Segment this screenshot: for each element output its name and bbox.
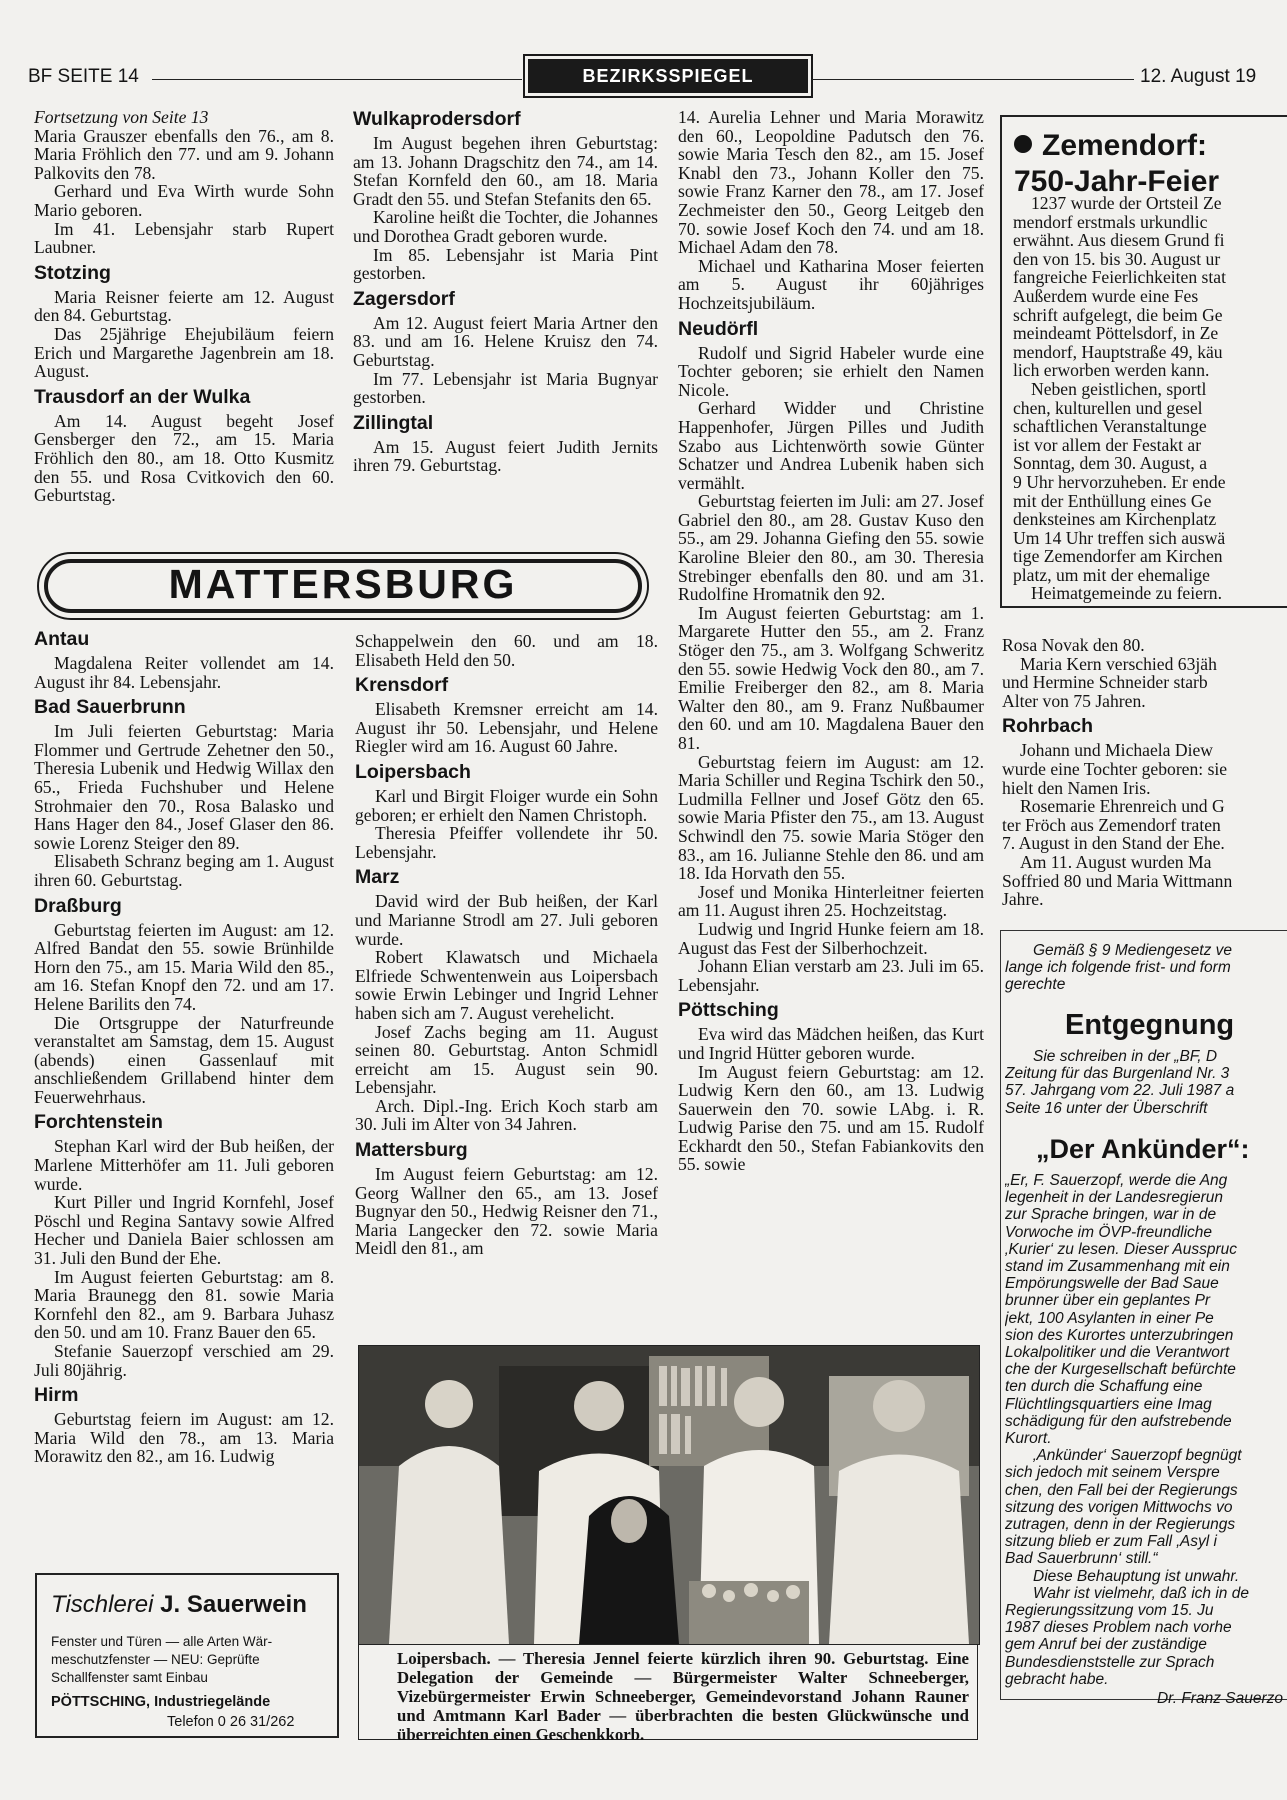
paragraph: Schappelwein den 60. und am 18. Elisabeth Held den 50. (355, 631, 658, 670)
text-line: ist vor allem der Festakt ar (1013, 434, 1202, 455)
paragraph: Josef und Monika Hinterleitner feierten am 11. August ihren 25. Hochzeitstag. (678, 881, 984, 921)
paragraph: Arch. Dipl.-Ing. Erich Koch starb am 30. Juli im Alter von 34 Jahren. (355, 1095, 658, 1135)
section-heading-krensdorf: Krensdorf (355, 674, 449, 697)
entgegnung-subtitle: Sie schreiben in der „BF, D Zeitung für das Burgenland Nr. 3 57. Jahrgang vom 22. Juli 1987 a Seite 16 unter der Überschrift (1005, 1048, 1235, 1117)
advertisement (35, 1573, 339, 1738)
entgegnung-title-2: „Der Ankünder“: (1036, 1134, 1250, 1164)
text-line: mendorf, Hauptstraße 49, käu (1013, 341, 1223, 362)
paragraph: Im 85. Lebensjahr ist Maria Pint gestorben. (353, 244, 658, 284)
column-1-top (34, 108, 334, 505)
paragraph: Im 77. Lebensjahr ist Maria Bugnyar gestorben. (353, 368, 658, 408)
paragraph: Rudolf und Sigrid Habeler wurde eine Tochter geboren; sie erhielt den Namen Nicole. (678, 342, 984, 400)
section-heading-poettsching: Pöttsching (678, 999, 779, 1022)
text-line: 7. August in den Stand der Ehe. (1002, 833, 1225, 854)
column-3 (678, 108, 984, 1174)
paragraph: Magdalena Reiter vollendet am 14. August ihr 84. Lebensjahr. (34, 653, 334, 692)
bullet-icon (1014, 135, 1032, 153)
text-line: Um 14 Uhr treffen sich auswä (1013, 527, 1226, 548)
section-heading-neudoerfl: Neudörfl (678, 317, 759, 340)
paragraph: Karoline heißt die Tochter, die Johannes und Dorothea Gradt geboren wurde. (353, 207, 658, 246)
section-heading-forchtenstein: Forchtenstein (34, 1111, 163, 1134)
text-line: schrift aufgelegt, die beim Ge (1013, 304, 1223, 325)
paragraph: Stephan Karl wird der Bub heißen, der Marlene Mitterhöfer am 11. Juli geboren wurde. (34, 1136, 334, 1194)
signature: Dr. Franz Sauerzo (1156, 1690, 1283, 1708)
text-line: Rosa Novak den 80. (1002, 636, 1145, 655)
paragraph: Im August feiern Geburtstag: am 12. Georg Wallner den 65., am 13. Josef Bugnyar den 50., Hedwig Reisner den 71., Maria Langecker den 72. sowie Maria Meidl den 81., am (355, 1164, 658, 1259)
text-line: Am 11. August wurden Ma (1020, 851, 1212, 872)
text-line: Sonntag, dem 30. August, a (1013, 453, 1208, 474)
text-line: Außerdem wurde eine Fes (1013, 285, 1199, 306)
paragraph: David wird der Bub heißen, der Karl und Marianne Strodl am 27. Juli geboren wurde. (355, 891, 658, 949)
text-line: 1237 wurde der Ortsteil Ze (1031, 194, 1222, 213)
zemendorf-title: Zemendorf: 750-Jahr-Feier (1014, 129, 1220, 198)
entgegnung-body: „Er, F. Sauerzopf, werde die Ang legenheit in der Landesregierun zur Sprache bringen, war in de Vorwoche im ÖVP-freundliche ‚Kurier‘ zu lesen. Dieser Ausspruc stand im Zusammenhang mit ein Empörungswelle der Bad Saue brunner über ein geplantes Pr jekt, 100 Asylanten in einer Pe sion des Kurortes unterzubringen Lokalpolitiker und die Verantwort che der Kurgesellschaft befürchte ten durch die Schaffung eine Flüchtlingsquartiers eine Imag schädigung für den aufstrebende Kurort. ‚Ankünder‘ Sauerzopf begnügt sich jedoch mit seinem Verspre chen, den Fall bei der Regierungs sitzung des vorigen Mittwochs vo zutragen, denn in der Regierungs sitzung blieb er zum Fall ‚Asyl i Bad Sauerbrunn‘ still.“ Diese Behauptung ist unwahr. Wahr ist vielmehr, daß ich in de Regierungssitzung vom 15. Ju 1987 dieses Problem nach vorhe gem Anruf bei der zuständige Bundesdienststelle zur Sprach gebracht habe. Dr. Franz Sauerzo (1005, 1172, 1283, 1708)
masthead: BEZIRKSSPIEGEL (528, 59, 808, 93)
paragraph: Im August feierten Geburtstag: am 1. Margarete Hutter den 55., am 2. Franz Stöger den 75., am 3. Wolfgang Schweritz den 55. sowie Hedwig Vock den 80., am 7. Emilie Freiberger den 82., am 8. Maria Walter den 80., am 9. Franz Nußbaumer den 60. und am 10. Magdalena Bauer den 81. (678, 602, 984, 753)
paragraph: Im August feierten Geburtstag: am 8. Maria Braunegg den 81. sowie Maria Kornfehl den 82., am 9. Barbara Juhasz den 50. und am 10. Franz Bauer den 65. (34, 1266, 334, 1343)
paragraph: Im August feiern Geburtstag: am 12. Ludwig Kern den 60., am 13. Ludwig Sauerwein den 70. sowie LAbg. i. R. Ludwig Parise den 75. und am 15. Rudolf Eckhardt den 50., Stefan Fabiankovits den 55. sowie (678, 1061, 984, 1175)
text-line: wurde eine Tochter geboren: sie (1002, 758, 1228, 779)
paragraph: Josef Zachs beging am 11. August seinen 80. Geburtstag. Anton Schmidl erreicht am 15. August sein 90. Lebensjahr. (355, 1021, 658, 1098)
paragraph: Gerhard Widder und Christine Happenhofer, Jürgen Pilles und Judith Szabo aus Lichtenwörth sowie Günter Schatzer und Andrea Lubenik haben sich vermählt. (678, 398, 984, 493)
paragraph: Johann Elian verstarb am 23. Juli im 65. Lebensjahr. (678, 956, 984, 995)
group-photo (358, 1345, 980, 1645)
text-line: den von 15. bis 30. August ur (1013, 248, 1221, 269)
text-line: Jahre. (1002, 889, 1044, 909)
banner-title: MATTERSBURG (168, 561, 518, 607)
text-line: schaftlichen Veranstaltunge (1013, 416, 1207, 437)
paragraph: Maria Reisner feierte am 12. August den 84. Geburtstag. (34, 286, 334, 326)
text-line: mit der Enthüllung eines Ge (1013, 490, 1212, 511)
section-heading-trausdorf: Trausdorf an der Wulka (34, 385, 251, 408)
photo-illustration (359, 1346, 979, 1644)
column-2-top (353, 108, 658, 475)
paragraph: Geburtstag feierten im Juli: am 27. Josef Gabriel den 80., am 28. Gustav Kuso den 55., am 29. Johanna Giefing den 55. sowie Karoline Bleier den 80., am 30. Theresia Strebinger ebenfalls den 80. und am 31. Rudolfine Hromatnik den 92. (678, 491, 984, 605)
paragraph: Im 41. Lebensjahr starb Rupert Laubner. (34, 218, 334, 258)
paragraph: Kurt Piller und Ingrid Kornfehl, Josef Pöschl und Regina Santavy sowie Alfred Hecher und Daniela Baier schlossen am 31. Juli den Bund der Ehe. (34, 1192, 334, 1269)
text-line: Maria Kern verschied 63jäh (1020, 653, 1217, 674)
text-line: ter Fröch aus Zemendorf traten (1002, 814, 1221, 835)
text-line: Rosemarie Ehrenreich und G (1020, 796, 1225, 817)
paragraph: Michael und Katharina Moser feierten am 5. August ihr 60jähriges Hochzeitsjubiläum. (678, 255, 984, 313)
text-line: 9 Uhr hervorzuheben. Er ende (1013, 471, 1226, 492)
paragraph: Im Juli feierten Geburtstag: Maria Flommer und Gertrude Zehetner den 50., Theresia Lubenik und Hedwig Willax den 65., Frieda Fuchshuber und Helene Strohmaier den 70., Rosa Balasko und Hans Hager den 84., Josef Glaser den 86. sowie Lorenz Steiger den 89. (34, 721, 334, 853)
section-heading-hirm: Hirm (34, 1384, 79, 1407)
section-heading-rohrbach: Rohrbach (1002, 715, 1094, 738)
text-line: meindeamt Pöttelsdorf, in Ze (1013, 323, 1219, 344)
text-line: tige Zemendorfer am Kirchen (1013, 546, 1223, 567)
paragraph: Am 15. August feiert Judith Jernits ihren 79. Geburtstag. (353, 436, 658, 476)
section-heading-antau: Antau (34, 628, 90, 650)
paragraph: Im August begehen ihren Geburtstag: am 13. Johann Dragschitz den 74., am 14. Stefan Kornfeld den 60., am 18. Maria Gradt den 55. und Stefan Stefanits den 65. (353, 133, 658, 209)
entgegnung-title: Entgegnung (1065, 1009, 1235, 1041)
section-heading-wulkaprodersdorf: Wulkaprodersdorf (353, 108, 521, 130)
section-heading-mattersburg: Mattersburg (355, 1139, 468, 1162)
text-line: chen, kulturellen und gesel (1013, 397, 1203, 418)
text-line: Neben geistlichen, sportl (1031, 378, 1207, 399)
paragraph: Robert Klawatsch und Michaela Elfriede Schwentenwein aus Loipersbach sowie Erwin Lebinger und Ingrid Lehner haben sich am 7. August verehelicht. (355, 947, 658, 1023)
header-rule-right (812, 79, 1134, 80)
paragraph: Gerhard und Eva Wirth wurde Sohn Mario geboren. (34, 181, 334, 220)
issue-date: 12. August 19 (1140, 66, 1257, 87)
paragraph: Elisabeth Kremsner erreicht am 14. August ihr 50. Lebensjahr, und Helene Riegler wird am 16. August 60 Jahre. (355, 699, 658, 757)
zemendorf-body (1013, 194, 1283, 603)
continuation-note: Fortsetzung von Seite 13 (34, 107, 209, 127)
paragraph: Ludwig und Ingrid Hunke feiern am 18. August das Fest der Silberhochzeit. (678, 918, 984, 958)
page-label: BF SEITE 14 (28, 66, 139, 87)
column-4-bottom (1002, 636, 1282, 909)
entgegnung-intro: Gemäß § 9 Mediengesetz ve lange ich folgende frist- und form gerechte (1005, 942, 1233, 994)
ad-title: Tischlerei J. Sauerwein (51, 1591, 307, 1618)
ad-phone: Telefon 0 26 31/262 (167, 1714, 295, 1730)
section-heading-loipersbach: Loipersbach (355, 760, 471, 783)
text-line: hielt den Namen Iris. (1002, 777, 1151, 798)
section-heading-bad-sauerbrunn: Bad Sauerbrunn (34, 696, 186, 719)
text-line: und Hermine Schneider starb (1002, 672, 1208, 693)
text-line: erwähnt. Aus diesem Grund fi (1013, 230, 1225, 251)
ad-line: Schallfenster samt Einbau (51, 1670, 208, 1685)
paragraph: Das 25jährige Ehejubiläum feiern Erich und Margarethe Jagenbrein am 18. August. (34, 323, 334, 382)
text-line: platz, um mit der ehemalige (1013, 564, 1210, 585)
header-rule-left (152, 79, 522, 80)
paragraph: Theresia Pfeiffer vollendete ihr 50. Lebensjahr. (355, 823, 658, 862)
section-heading-drassburg: Draßburg (34, 894, 122, 917)
section-heading-zagersdorf: Zagersdorf (353, 287, 455, 310)
paragraph: 14. Aurelia Lehner und Maria Morawitz den 60., Leopoldine Padutsch den 76. sowie Maria Tesch den 82., am 15. Josef Knabl den 73., Johann Koller den 75. sowie Franz Karner den 78., am 17. Josef Zechmeister den 50., Georg Leitgeb den 70. sowie Josef Koch den 74. und am 18. Michael Adam den 78. (678, 107, 984, 258)
text-line: fangreiche Feierlichkeiten stat (1013, 267, 1226, 288)
paragraph: Die Ortsgruppe der Naturfreunde veranstaltet am Samstag, dem 15. August (abends) einen Gassenlauf mit anschließendem Grillabend hinter dem Feuerwehrhaus. (34, 1012, 334, 1107)
paragraph: Geburtstag feierten im August: am 12. Alfred Bandat den 55. sowie Brünhilde Horn den 75., am 15. Maria Wild den 85., am 16. Stefan Knopf den 72. und am 17. Helene Barilits den 74. (34, 919, 334, 1014)
column-2-bottom (355, 632, 658, 1258)
ad-line: Fenster und Türen — alle Arten Wär- (51, 1634, 273, 1649)
district-banner (37, 552, 649, 620)
photo-caption: Loipersbach. — Theresia Jennel feierte kürzlich ihren 90. Geburtstag. Eine Delegation der Gemeinde — Bürgermeister Walter Schneeberger, Vizebürgermeister Erwin Schneeberger, Gemeindevorstand Johann Rauner und Amtmann Karl Bader — überbrachten die besten Glückwünsche und überreichten einen Geschenkkorb. (358, 1645, 978, 1740)
paragraph: Geburtstag feiern im August: am 12. Maria Schiller und Regina Tschirk den 50., Ludmilla Fellner und Josef Götz den 65. sowie Maria Pfister den 75., am 13. August Schwindl den 75. sowie Maria Stöger den 83., am 16. Julianne Stehle den 86. und am 18. Ida Horvath den 55. (678, 751, 984, 884)
paragraph: Eva wird das Mädchen heißen, das Kurt und Ingrid Hütter geboren wurde. (678, 1024, 984, 1063)
paragraph: Karl und Birgit Floiger wurde ein Sohn geboren; er erhielt den Namen Christoph. (355, 785, 658, 825)
paragraph: Elisabeth Schranz beging am 1. August ihren 60. Geburtstag. (34, 851, 334, 890)
section-heading-zillingtal: Zillingtal (353, 411, 434, 434)
text-line: lich erworben werden kann. (1013, 360, 1210, 381)
text-line: Alter von 75 Jahren. (1002, 690, 1146, 711)
column-1-bottom (34, 628, 334, 1466)
text-line: mendorf erstmals urkundlic (1013, 211, 1208, 232)
paragraph: Geburtstag feiern im August: am 12. Maria Wild den 78., am 13. Maria Morawitz den 82., am 16. Ludwig (34, 1409, 334, 1467)
text-line: denksteines am Kirchenplatz (1013, 509, 1217, 530)
paragraph: Am 14. August begeht Josef Gensberger den 72., am 15. Maria Fröhlich den 80., am 18. Otto Kusmitz den 55. und Rosa Cvitkovich den 60. Geburtstag. (34, 410, 334, 506)
ad-line: meschutzfenster — NEU: Geprüfte (51, 1652, 260, 1667)
paragraph: Maria Grauszer ebenfalls den 76., am 8. Maria Fröhlich den 77. und am 9. Johann Palkovits den 78. (34, 125, 334, 183)
paragraph: Am 12. August feiert Maria Artner den 83. und am 16. Helene Kruisz den 74. Geburtstag. (353, 312, 658, 370)
paragraph: Stefanie Sauerzopf verschied am 29. Juli 80jährig. (34, 1341, 334, 1380)
text-line: Johann und Michaela Diew (1020, 740, 1213, 761)
section-heading-stotzing: Stotzing (34, 261, 111, 284)
ad-address: PÖTTSCHING, Industriegelände (51, 1694, 271, 1710)
section-heading-marz: Marz (355, 866, 400, 889)
text-line: Heimatgemeinde zu feiern. (1031, 583, 1222, 604)
text-line: Soffried 80 und Maria Wittmann (1002, 870, 1233, 891)
